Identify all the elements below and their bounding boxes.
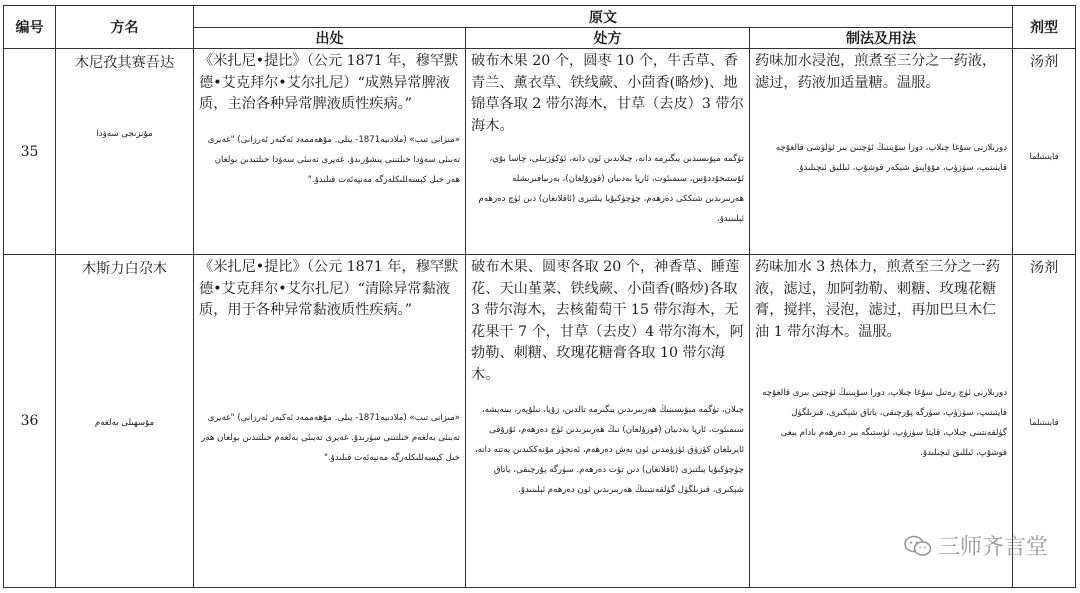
dosage-form-ug: قاينىتىلما [1029, 151, 1059, 161]
header-method: 制法及用法 [750, 28, 1013, 49]
dosage-form-cn: 汤剂 [1029, 260, 1059, 276]
recipe-cn: 破布木果、圆枣各取 20 个，神香草、睡莲花、天山堇菜、铁线蕨、小茴香(略炒)各取 3 带尔海木，去核葡萄干 15 带尔海木，无花果干 7 个，甘草（去皮）4 带尔海木，阿勃勒、刺糖、玫瑰花糖膏各取 10 带尔海木。 [471, 259, 744, 383]
source-ug: «مىزانى تىب» (ملادىيە1871- يىلى. مۇھەممەد ئەكبەر ئەرزانى) "غەيرى تەبىئى سەۋدا خىلتىنى پىشۇرىدۇ. غەيرى تەبىئى سەۋدا خىلتىدىن بولغان ھەر خىل كېسەللىكلەرگە مەنپەئەت قىلىدۇ." [207, 134, 460, 185]
header-dosage-form: 剂型 [1013, 6, 1076, 49]
recipe-ug: تۈگمە مېۋىسىدىن يىگىرمە دانە، چىلاندىن ئون دانە، ئۆكۈزتىلى، چاسا بۇي، ئۇستىخۇددۇس، سىمىئوت، ئارپا بەدىيان (قورۇلغان)، بەرىيافىرىشلە ھەربىرىدىن شىككى دەرھەم، چۈچۈكبۇيا يىلتىزى (ئاقلانغان) دىن ئۈچ دەرھەم ئېلىنىدۇ. [478, 154, 744, 224]
header-source: 出处 [194, 28, 466, 49]
method-cn: 药味加水浸泡，煎煮至三分之一药液，滤过，药液加适量糖。温服。 [755, 53, 997, 91]
header-original: 原文 [194, 6, 1013, 28]
recipe-cell [466, 255, 750, 588]
watermark [904, 530, 1048, 561]
formula-name-ug: مۇسھىلى بەلغەم [94, 418, 155, 428]
source-ug: «مىزانى تىب» (ملادىيە1871- يىلى. مۇھەممەد ئەكبەر ئەرزانى) "غەيرى تەبىئى بەلغەم خىلتىنى سۈرىدۇ. غەيرى تەبىئى بەلغەم خىلتىدىن بولغان ھەر خىل كېسەللىكلەرگە مەنپەئەت قىلىدۇ." [201, 412, 460, 463]
formula-name-cell [56, 49, 194, 255]
header-recipe: 处方 [466, 28, 750, 49]
formula-name-cn: 木尼孜其赛吾达 [74, 55, 175, 71]
herbal-formula-table [3, 5, 1076, 588]
watermark-text: 三师齐言堂 [937, 535, 1048, 560]
recipe-ug: چىلان، تۈگمە مېۋىسىنىڭ ھەربىرىدىن يىگىرمە تالدىن، زۇپا، نىلۇپەر، بىنەپشە، سىمىئوت، ئارپا بەدىيان (قورۇلغان) نىڭ ھەربىرىدىن ئۈچ دەرھەم، ئۇرۇقى ئايرىلغان كۆزۈق ئۈزۈمدىن ئون بەش دەرھەم، ئەنجۈر مۇنەككىدىن يەتتە دانە، چۈچۈكبۇيا يىلتىزى (ئاقلانغان) دىن تۆت دەرھەم. سۈرگە پۇرچىقى، ياتاق شېكىرى، قىزىلگۈل گۈلقەنتىنىڭ ھەربىرىدىن ئون دەرھەم ئېلىنىدۇ. [474, 405, 744, 495]
source-cell [194, 255, 466, 588]
dosage-form-ug: قاينىتىلما [1029, 417, 1059, 427]
recipe-cell [466, 49, 750, 255]
row-number: 36 [4, 255, 56, 588]
method-ug: دورىلارنى سۇغا چىلاپ، دورا سۇيىنىڭ ئۈچتىن بىر ئۈلۈشى قالغۇچە قاينىتىپ، سۈزۈپ، مۇۋاپىق شېكەر قوشۇپ، ئىللىق ئىچىلىدۇ. [775, 143, 1008, 173]
source-cell [194, 49, 466, 255]
header-name: 方名 [56, 6, 194, 49]
method-ug: دورىلارنى ئۈچ رەتىل سۇغا چىلاپ، دورا سۇيىنىڭ ئۈچتىن بىرى قالغۇچە قاينىتىپ، سۈزۈپ، سۈرگە پۇرچىقى، ياتاق شېكىرى، قىزىلگۈل گۈلقەنتىنى چىلاپ، قايتا سۈزۈپ، ئۈستىگە بىر دەرھەم بادام يېغى قوشۇپ، ئىللىق ئىچىلىدۇ. [762, 388, 1008, 458]
source-cn: 《米扎尼•提比》（公元 1871 年，穆罕默德•艾克拜尔•艾尔扎尼）“成熟异常脾液质，主治各种异常脾液质性疾病。” [199, 53, 459, 112]
dosage-form-cn: 汤剂 [1029, 54, 1059, 70]
method-cell [750, 49, 1013, 255]
formula-name-cell [56, 255, 194, 588]
formula-name-ug: مۇنزىجى سەۋدا [96, 129, 153, 139]
source-cn: 《米扎尼•提比》（公元 1871 年，穆罕默德•艾克拜尔•艾尔扎尼）“清除异常黏液质，用于各种异常黏液质性疾病。” [199, 259, 459, 318]
formula-name-cn: 木斯力白尕木 [81, 261, 168, 277]
dosage-form-cell [1013, 49, 1076, 255]
header-num: 编号 [4, 6, 56, 49]
method-cn: 药味加水 3 热体力，煎煮至三分之一药液，滤过，加阿勃勒、刺糖、玫瑰花糖膏，搅拌，浸泡，滤过，再加巴旦木仁油 1 带尔海木。温服。 [755, 259, 1001, 340]
table-row [4, 49, 1076, 255]
row-number: 35 [4, 49, 56, 255]
wechat-icon [904, 535, 932, 557]
recipe-cn: 破布木果 20 个，圆枣 10 个，牛舌草、香青兰、薰衣草、铁线蕨、小茴香(略炒)、地锦草各取 2 带尔海木，甘草（去皮）3 带尔海木。 [471, 53, 744, 134]
